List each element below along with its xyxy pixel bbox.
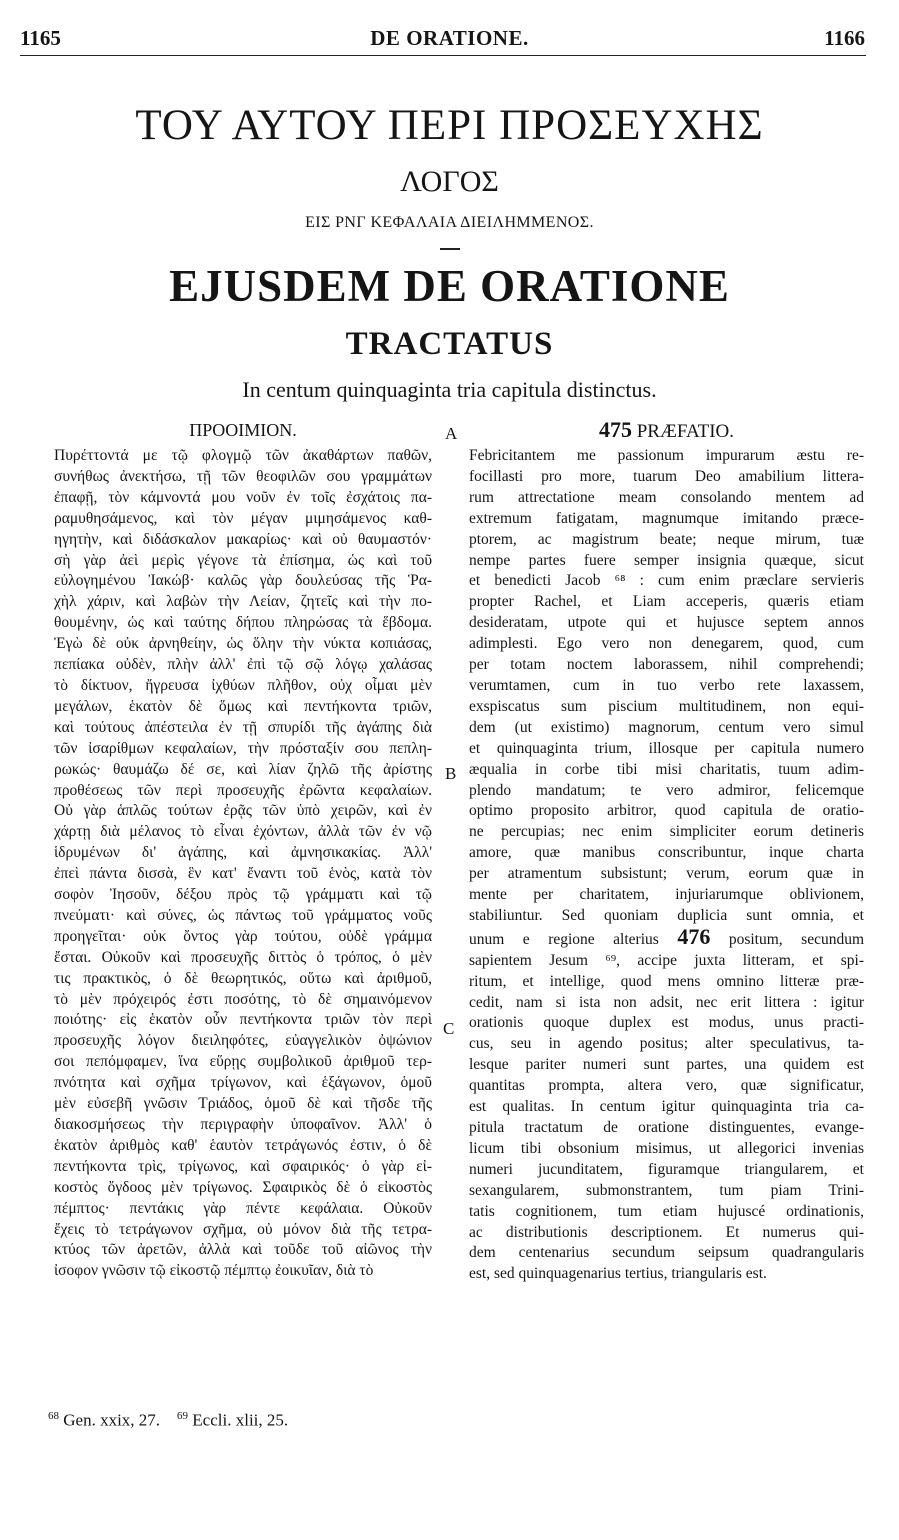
- latin-line: ptorem, ac magistrum beate; neque mirum, tuæ: [469, 530, 864, 548]
- greek-subtitle: ΕΙΣ ΡΝΓ ΚΕΦΑΛΑΙΑ ΔΙΕΙΛΗΜΜΕΝΟΣ.: [305, 214, 594, 231]
- folio-number: 475: [598, 417, 632, 442]
- latin-line: rum attrectatione meam consolando mentem ad: [469, 488, 864, 506]
- greek-line: τὸ δίκτυον, ἤγρευσα ἰχθύων πλῆθον, οὐχ οἶμαι μὲν: [54, 676, 432, 694]
- footnote-number: 68: [48, 1410, 59, 1422]
- greek-line: ἑκατὸν ἀριθμὸς καθ' ἑαυτὸν τετράγωνός ἐστιν, ὁ δὲ: [54, 1136, 432, 1154]
- header-rule: [20, 55, 866, 56]
- greek-line: διακοσμήσεως τὴν περιγραφὴν ὑποφαῖνον. Ἀλλ' ὁ: [54, 1116, 432, 1133]
- latin-line: per atramentum subsistunt; verum, eorum quæ in: [469, 865, 864, 883]
- latin-line: mente per charitatem, injuriarumque oblivionem,: [469, 886, 864, 904]
- latin-line: adimplesti. Ego vero non denegarem, quod, cum: [469, 635, 864, 653]
- latin-column-heading: [469, 417, 864, 442]
- greek-column-heading: ΠΡΟΟΙΜΙΟΝ.: [189, 420, 297, 440]
- greek-line: τὸ μὲν πρόχειρός ἐστι ποσότης, τὸ δὲ σημαινόμενον: [54, 990, 432, 1008]
- latin-line: nempe partes fuere semper insignia quæque, sicut: [469, 551, 864, 569]
- greek-line: ἐπεὶ πάντα δισσὰ, ἓν κατ' ἔναντι τοῦ ἑνὸς, κατὰ τὸν: [54, 865, 432, 883]
- latin-line: ne percupias; nec enim simpliciter eorum detineris: [469, 823, 864, 841]
- latin-line: amore, quæ manibus conscribuntur, inque charta: [469, 844, 864, 862]
- greek-line: πεντήκοντα τρὶς, τρίγωνος, καὶ σφαιρικός· ὁ γὰρ εἰ-: [54, 1157, 432, 1175]
- latin-line: propter Rachel, et Liam acceperis, quæris etiam: [469, 593, 864, 611]
- latin-line: desideratam, utpote qui et hujusce septem annos: [469, 614, 864, 632]
- greek-line: Ἐγὼ δὲ οὐκ ἀρνηθείην, ὡς ὅλην τὴν νύκτα κοπιάσας,: [54, 635, 432, 653]
- latin-line: cus, seu in agendo positus; alter speculativus, ta-: [469, 1035, 864, 1053]
- latin-line: sexangularem, submonstrantem, tum piam Trini-: [469, 1181, 864, 1199]
- greek-line: εὐλογημένου Ἰακώβ· καλῶς γὰρ δουλεύσας τῆς Ῥα-: [54, 572, 432, 590]
- title-divider: [440, 248, 460, 250]
- latin-line: et quinquaginta trium, illosque per capitula numero: [469, 739, 864, 757]
- latin-line: orationis quoque duplex est modus, unus practi-: [469, 1014, 864, 1032]
- greek-line: σοφὸν Ἰησοῦν, δέξου πρὸς τῷ γράμματι καὶ τῷ: [54, 886, 432, 904]
- latin-line-text: positum, secundum: [728, 930, 865, 948]
- greek-line: πνεύματι· καὶ σύνες, ὡς πάντως τοῦ γράμματος νοῦς: [54, 906, 432, 924]
- greek-line: τῶν ἰσαρίθμων κεφαλαίων, τὴν πρόσταξίν σου πεπλη-: [54, 739, 432, 757]
- greek-line: χὴλ χάριν, καὶ λαβὼν τὴν Λείαν, ζητεῖς καὶ τὴν πο-: [54, 593, 432, 611]
- greek-line: ραμυθησάμενος, καὶ τὸν μέγαν μιμησάμενος καθ-: [54, 509, 432, 527]
- latin-line: per totam noctem laborassem, nihil comprehendi;: [469, 656, 864, 674]
- latin-line: sapientem Jesum ⁶⁹, accipe juxta litteram, et spi-: [469, 951, 864, 969]
- title-block: [0, 100, 899, 404]
- greek-line: μὲν εὐσεβῆ γνῶσιν Τριάδος, ὁμοῦ δὲ καὶ τῆσδε τῆς: [54, 1095, 432, 1113]
- margin-marker-a: A: [445, 424, 458, 443]
- greek-line: Πυρέττοντά με τῷ φλογμῷ τῶν ἀκαθάρτων παθῶν,: [54, 447, 432, 464]
- latin-line: lesque pariter numeri sunt partes, una quidem est: [469, 1056, 864, 1074]
- greek-line: ἔσται. Οὐκοῦν καὶ προσευχῆς διττὸς ὁ τρόπος, ὁ μὲν: [54, 948, 432, 966]
- latin-line: optimo proposito arbitror, quod capitula de oratio-: [469, 802, 864, 820]
- latin-line: ritum, et intellige, quod mens omnino litteræ præ-: [469, 972, 864, 990]
- latin-line: [469, 923, 865, 951]
- latin-line: plendo mandatum; te vero admiror, felicemque: [469, 781, 864, 799]
- greek-column: [54, 420, 432, 1282]
- latin-line: et benedicti Jacob ⁶⁸ : cum enim præclare servieris: [469, 572, 864, 590]
- page-header: [0, 24, 899, 54]
- latin-line: cedit, nam si ista non adsit, nec erit littera : igitur: [469, 993, 864, 1011]
- greek-line: προθέσεως τῶν περὶ προσευχῆς ἐρῶντα κεφαλαίων.: [54, 781, 432, 799]
- greek-line: πνότητα καὶ σχῆμα τρίγωνον, καὶ ἑξάγωνον, ὁμοῦ: [54, 1074, 432, 1092]
- greek-line: Οὐ γὰρ ἁπλῶς τούτων ἐρᾷς τῶν ὑπὸ χειρῶν, καὶ ἐν: [54, 802, 432, 820]
- latin-subtitle: In centum quinquaginta tria capitula distinctus.: [242, 377, 657, 402]
- margin-marker-b: B: [445, 764, 457, 783]
- greek-line: ἔχεις τὸ τετράγωνον σχῆμα, οὐ μόνον διὰ τῆς τετρα-: [54, 1220, 432, 1238]
- latin-line: tatis cognitionem, tum etiam hujuscé ordinationis,: [469, 1202, 864, 1220]
- greek-line: ποιότης· εἰς ἑκατὸν οὖν πεντήκοντα τριῶν τὸν περὶ: [54, 1011, 432, 1029]
- page-number-left: 1165: [20, 26, 61, 50]
- greek-line: σοι πεπόμφαμεν, ἵνα εὕρῃς συμβολικοῦ ἀριθμοῦ τερ-: [54, 1053, 432, 1071]
- footnote-number: 69: [177, 1410, 189, 1422]
- latin-tractatus: TRACTATUS: [345, 326, 554, 362]
- greek-line: κοστὸς ὄγδοος μὲν τρίγωνος. Σφαιρικὸς δὲ ὁ εἰκοστὸς: [54, 1178, 432, 1196]
- margin-marker-c: C: [443, 1019, 455, 1038]
- inline-folio-number: 476: [677, 923, 711, 949]
- greek-line: ρωκώς· θαυμάζω δέ σε, καὶ λίαν ζηλῶ τῆς ἀρίστης: [54, 760, 432, 778]
- latin-line: exspiscatus sum piscium multitudinem, non equi-: [469, 697, 864, 715]
- greek-line: κτύος τῶν ἀρετῶν, ἀλλὰ καὶ τοῦδε τοῦ αἰῶνος τὴν: [54, 1241, 432, 1259]
- greek-line: ἱδρυμένων δι' ἀγάπης, καὶ ἀμνησικακίας. Ἀλλ': [54, 844, 432, 862]
- greek-logos: ΛΟΓΟΣ: [400, 165, 499, 198]
- greek-line: προηγεῖται· οὐκ ὄντος γὰρ τούτου, οὐδὲ γράμμα: [54, 927, 432, 945]
- latin-line: extremum fatigatam, magnumque imitando præce-: [469, 509, 864, 527]
- greek-text: [54, 446, 432, 1282]
- latin-line-text: unum e regione alterius: [469, 930, 659, 948]
- greek-line: πέμπτος· πεντάκις γὰρ πέντε κεφάλαια. Οὐκοῦν: [54, 1199, 432, 1217]
- footnote-text: Eccli. xlii, 25.: [192, 1410, 289, 1430]
- running-title: DE ORATIONE.: [370, 26, 529, 50]
- latin-line: æqualia in corbe tibi misi charitatis, tuum adim-: [469, 760, 864, 778]
- latin-line: stabiliuntur. Sed quoniam duplicia sunt omnia, et: [469, 906, 864, 924]
- greek-line: θουμένην, ὡς καὶ ταύτης δήπου πληρώσας τὰ ἕβδομα.: [54, 614, 432, 632]
- greek-line: χάρτῃ διὰ μέλανος τὸ εἶναι ἐχόντων, ἀλλὰ τῶν ἐν νῷ: [54, 823, 432, 841]
- greek-line: ἐπαφῇ, τὸν κάμνοντά μου νοῦν ἐν τοῖς ἐσχάτοις πα-: [54, 488, 432, 506]
- latin-column: [469, 417, 865, 1285]
- greek-line: πεπίακα οὐδὲν, πλὴν ἀλλ' ἐπὶ τῷ σῷ λόγῳ χαλάσας: [54, 656, 432, 674]
- greek-line: καὶ τούτους ἀπέστειλα ἐν τῇ σπυρίδι τῆς ἀγάπης διὰ: [54, 718, 432, 736]
- latin-line: dem (ut existimo) magnorum, centum vero simul: [469, 718, 864, 736]
- latin-line: numeri jucunditatem, figuramque triangularem, et: [469, 1160, 864, 1178]
- greek-title: ΤΟΥ ΑΥΤΟΥ ΠΕΡΙ ΠΡΟΣΕΥΧΗΣ: [135, 102, 764, 149]
- latin-line: pitula tractatum de oratione distinguentes, evange-: [469, 1119, 864, 1136]
- greek-line: ἰσοφον γνῶσιν τῷ εἰκοστῷ πέμπτῳ ἐοικυῖαν, διὰ τὸ: [54, 1262, 374, 1280]
- greek-line: ηγητὴν, καὶ διδάσκαλον μακαρίως· καὶ οὐ θαυμαστόν·: [54, 530, 432, 548]
- latin-line: ac distributionis descriptionem. Et numerus qui-: [469, 1223, 864, 1241]
- greek-line: μεγάλων, ἑκατὸν δὲ ὅμως καὶ πεντήκοντα τριῶν,: [54, 697, 432, 715]
- page-number-right: 1166: [824, 26, 865, 50]
- latin-line: est, sed quinquagenarius tertius, triangularis est.: [469, 1265, 767, 1283]
- latin-line: quantitas prompta, altera vero, quæ significatur,: [469, 1077, 864, 1095]
- latin-line: dem centenarius secundum seipsum quadrangularis: [469, 1244, 864, 1262]
- latin-line: Febricitantem me passionum impurarum æstu re-: [469, 447, 864, 464]
- footnote-text: Gen. xxix, 27.: [63, 1410, 161, 1430]
- latin-text: [469, 446, 864, 1285]
- greek-line: προσευχῆς λόγον διειληφότες, εὐαγγελικὸν ὀψώνιον: [54, 1032, 432, 1050]
- latin-line: verumtamen, cum in tuo verbo rete laxassem,: [469, 676, 864, 694]
- greek-line: τις πρακτικὸς, ὁ δὲ θεωρητικός, οὕτω καὶ ἀριθμοῦ,: [54, 969, 432, 987]
- latin-line: focillasti pro more, tuarum Deo amabilium littera-: [469, 467, 864, 485]
- greek-line: σὴ γὰρ ἀεὶ μερὶς γέγονε τὰ ἐπίσημα, ὡς καὶ τοῦ: [54, 551, 432, 569]
- greek-line: συνήθως ἀνεκτήσω, τῇ τῶν θεοφιλῶν σου γραμμάτων: [54, 467, 432, 485]
- latin-line: est qualitas. In centum igitur quinquaginta tria ca-: [469, 1098, 864, 1116]
- latin-heading-text: PRÆFATIO.: [636, 421, 735, 442]
- latin-line: licum tibi obsonium misimus, ut allegorici invenias: [469, 1139, 864, 1157]
- footnotes: [48, 1410, 288, 1431]
- latin-title: EJUSDEM DE ORATIONE: [169, 261, 730, 311]
